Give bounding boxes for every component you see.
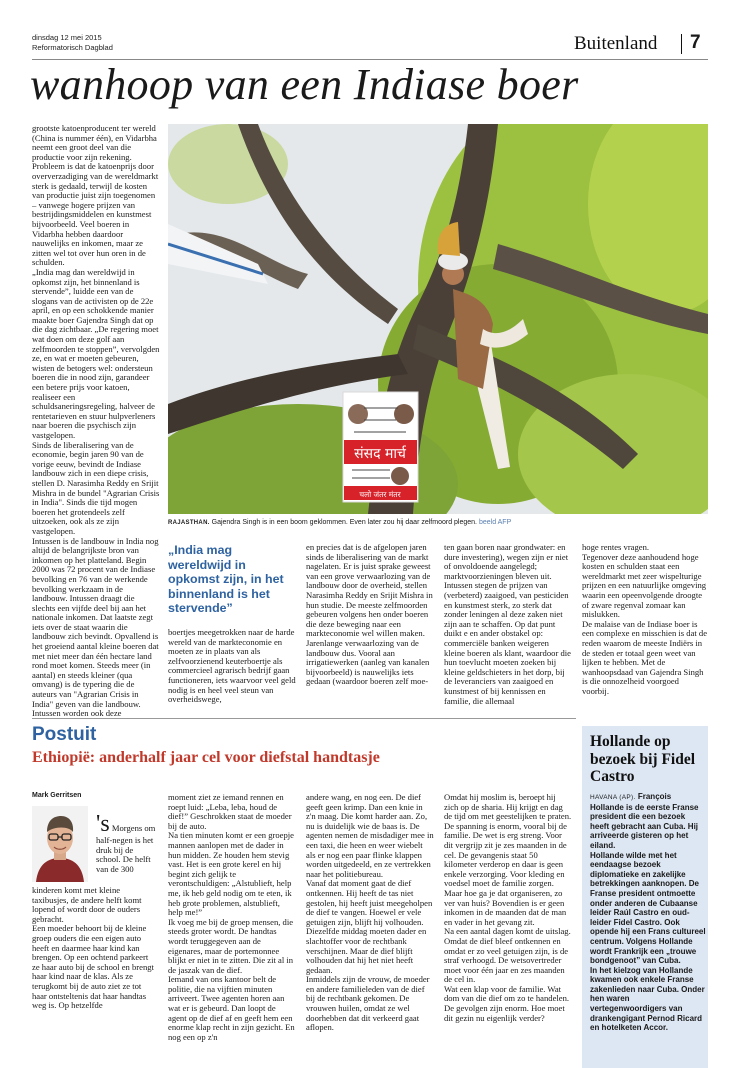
banner-subline: चलो जंतर मंतर	[359, 490, 401, 499]
paragraph: kinderen komt met kleine taxibusjes, de andere helft komt lopend of wordt door de ouders gebracht.	[32, 885, 142, 924]
column-kicker: Postuit	[32, 724, 97, 745]
paragraph: moment ziet ze iemand rennen en roept luid: „Leba, leba, houd de dief!” Geschrokken staat de moeder bij de auto.	[168, 792, 292, 831]
article-column-2	[168, 628, 296, 705]
column-piece-col-4	[444, 793, 572, 1023]
column-piece-col-3	[306, 793, 434, 1033]
header-divider	[681, 34, 682, 54]
column-piece-lead	[96, 812, 156, 874]
article-headline: wanhoop van een Indiase boer	[30, 60, 579, 109]
paragraph: hoge rentes vragen.	[582, 542, 650, 552]
paragraph: In het kielzog van Hollande kwamen ook enkele Franse zakenlieden naar Cuba. Onder hen waren vertegenwoordigers van drankengigant Pernod Ricard en hotelketen Accor.	[590, 965, 705, 1033]
banner-headline: संसद मार्च	[354, 446, 406, 462]
photo-credit: beeld AFP	[478, 519, 512, 526]
paragraph: Sinds de liberalisering van de economie, begin jaren 90 van de vorige eeuw, bevindt de Indiase landbouw zich in een diepe crisis, stellen D. Narasimha Reddy en Srijit Mishra in de bundel "Agrarian Crisis in India". Sinds die tijd mogen boeren het grotendeels zelf uitzoeken, ook als ze zijn vastgelopen.	[32, 439, 160, 536]
dropcap: 's	[96, 811, 110, 837]
paragraph: Inmiddels zijn de vrouw, de moeder en andere familieleden van de dief bij de rechtbank gekomen. De vrouwen huilen, omdat ze wel doorhebben dat dit verkeerd gaat aflopen.	[306, 974, 430, 1033]
column-headline: Ethiopië: anderhalf jaar cel voor diefstal handtasje	[32, 749, 380, 766]
paragraph: Wat een klap voor de familie. Wat dom van die dief om zo te handelen. De gevolgen zijn enorm. Hoe moet dit gezin nu eigenlijk verder?	[444, 983, 570, 1023]
section-rule	[32, 718, 576, 719]
paragraph: Hollande wilde met het eendaagse bezoek diplomatieke en zakelijke betrekkingen aanknopen. De Franse president ontmoette onder anderen de Cubaanse leider Raúl Castro en oud-leider Fidel Castro. Ook opende hij een Frans cultureel centrum. Volgens Hollande wordt Frankrijk een „trouwe bondgenoot” van Cuba.	[590, 850, 706, 966]
news-brief-lead	[590, 792, 706, 851]
issue-date: dinsdag 12 mei 2015	[32, 33, 102, 42]
author-photo	[32, 806, 88, 882]
paragraph: Na een aantal dagen komt de uitslag. Omdat de dief bleef ontkennen en omdat er zo veel getuigen zijn, is de straf verhoogd. De wetsovertreder moet voor één jaar en zes maanden de cel in.	[444, 926, 571, 985]
paragraph: De malaise van de Indiase boer is een complexe en misschien is dat de reden waarom de meeste Indiërs in de steden er totaal geen weet van lijken te hebben. Met de wanhoopsdaad van Gajendra Singh is die onnozelheid voorgoed voorbij.	[582, 618, 708, 696]
paragraph: en precies dat is de afgelopen jaren sinds de liberalisering van de markt nagelaten. Er is juist sprake geweest van een grove verwaarlozing van de landbouw door de overheid, stellen Narasimha Reddy en Srijit Mishra in hun studie. De meeste zelfmoorden gebeuren volgens hen onder boeren die deze beweging naar een markteconomie wel willen maken.	[306, 542, 433, 639]
paragraph: Omdat hij moslim is, beroept hij zich op de sharia. Hij krijgt en dag de tijd om met geestelijken te praten. De spanning is enorm, vooral bij de familie. De wet is erg streng. Voor dit vergrijp zit je zes maanden in de cel. De gevangenis staat 50 kilometer verderop en daar is geen enkele verzorging. Voor kleding en voedsel moet de familie zorgen. Maar hoe ga je dat organiseren, zo ver van huis? Bovendien is er geen inkomen in de maanden dat de man en vader in het gevang zit.	[444, 792, 572, 927]
section-name: Buitenland	[574, 33, 658, 54]
article-column-4	[444, 543, 572, 706]
pull-quote: „India mag wereldwijd in opkomst zijn, in het binnenland is het stervende”	[168, 543, 284, 615]
masthead-date-block	[32, 33, 113, 53]
news-brief-body	[590, 792, 706, 1033]
photo-caption	[168, 518, 708, 528]
brief-lead-text: François Hollande is de eerste Franse president die een bezoek heeft gebracht aan Cuba. Hij arriveerde gisteren op het eiland.	[590, 792, 699, 850]
column-author: Mark Gerritsen	[32, 792, 82, 799]
paragraph: Iemand van ons kantoor belt de politie, die na vijftien minuten arriveert. Twee agenten horen aan wat er is gebeurd. Dan loopt de agent op de dief af en geeft hem een enorme klap recht in zijn gezicht. En nog een op z'n	[168, 974, 295, 1042]
paragraph: ten gaan boren naar grondwater: en dure investering), wegen zijn er niet of onvoldoende aangelegd; marktvoorzieningen bleven uit. Intussen stegen de prijzen van (verbeterd) zaaigoed, van pesticiden en kunstmest sterk, zo sterk dat zonder leningen al deze zaken niet zijn aan te schaffen. Op dat punt duikt e en ander obstakel op: commerciële banken weigeren kleine boeren als klant, waardoor die hun toevlucht moeten zoeken bij kleine geldschieters in het dorp, bij de leveranciers van zaaigoed en kunstmest of bij kennissen en familie, die allemaal	[444, 542, 571, 706]
paragraph: boertjes meegetrokken naar de harde wereld van de markteconomie en moeten ze in plaats van als zelfvoorzienend keuterboertje als commercieel agrarisch bedrijf gaan functioneren, iets waarvoor veel geld nodig is en heel veel steun van overheidswege,	[168, 627, 296, 705]
article-column-3	[306, 543, 434, 687]
newspaper-name: Reformatorisch Dagblad	[32, 43, 113, 52]
paragraph: Een moeder behoort bij de kleine groep ouders die een eigen auto heeft en daarmee haar kind kan brengen. Op een ochtend parkeert ze haar auto bij de school en brengt haar kind naar de klas. Als ze terugkomt bij de auto ziet ze tot haar ontsteltenis dat haar handtas weg is. Op hetzelfde	[32, 923, 154, 1011]
news-brief-title: Hollande op bezoek bij Fidel Castro	[590, 733, 696, 785]
photo-illustration	[168, 124, 708, 514]
page-number: 7	[690, 32, 701, 53]
caption-text: Gajendra Singh is in een boom geklommen. Even later zou hij daar zelfmoord plegen.	[211, 519, 477, 526]
paragraph: andere wang, en nog een. De dief geeft geen krimp. Dan een knie in z'n maag. Die komt harder aan. Zo, nu is duidelijk wie de baas is. De agenten nemen de misdadiger mee in een taxi, die heen en weer wiebelt als er nog een paar flinke klappen worden uitgedeeld, en ze vertrekken naar het politiebureau.	[306, 792, 434, 879]
paragraph: Intussen is de landbouw in India nog altijd de belangrijkste bron van inkomen op het platteland. Begin 2000 was 72 procent van de Indiase bevolking en 76 van de werkende bevolking werkzaam in de landbouw. Intussen draagt die slechts een vijfde deel bij aan het nationale inkomen. Dat laatste zegt iets over de staat waarin die landbouw zich bevindt. Opvallend is het groeiend aantal kleine boeren dat met niet meer dan één hectare land rond moet komen. Steeds meer (in aantal) en steeds kleiner (qua omvang) is de typering die de auteurs van "Agrarian Crisis in India" geven van die landbouw.	[32, 535, 159, 709]
paragraph: Intussen worden ook deze	[32, 708, 122, 718]
article-photo	[168, 124, 708, 514]
paragraph: „India mag dan wereldwijd in opkomst zijn, het binnenland is stervende”, luidde een van de slogans van de activisten op de 22e april, en op een schokkende manier maakte boer Gajendra Singh dat op die dag zichtbaar. „De regering moet wat doen om deze golf aan zelfmoorden te stoppen”, vervolgden ze, en wat er moeten gebeuren, wisten de betogers wel: ondersteun boeren die in nood zijn, garandeer een betere prijs voor katoen, realiseer een schuldsaneringsregeling, halveer de rentetarieven en stuur hulpverleners naar boeren die psychisch zijn vastgelopen.	[32, 266, 160, 440]
author-portrait	[32, 806, 88, 882]
paragraph: Tegenover deze aanhoudend hoge kosten en schulden staat een wereldmarkt met zeer wispelturige prijzen en een natuurlijke omgeving waarin een opeenvolgende droogte of zware regenval zomaar kan mislukken.	[582, 551, 707, 620]
column-piece-col-2	[168, 793, 296, 1042]
paragraph: Jarenlange verwaarlozing van de landbouw dus. Vooral aan irrigatiewerken (aanleg van kanalen bijvoorbeeld) is nauwelijks iets gedaan (waardoor boeren zelf moe-	[306, 637, 430, 687]
caption-place: RAJASTHAN.	[168, 520, 210, 526]
paragraph: Vanaf dat moment gaat de dief ontkennen. Hij heeft de tas niet gestolen, hij heeft juist meegeholpen de dief te vangen. Hoewel er vele getuigen zijn, blijft hij volhouden. Diezelfde middag moeten dader en slachtoffer voor de rechtbank verschijnen. Maar de dief blijft volhouden dat hij het niet heeft gedaan.	[306, 878, 433, 975]
article-column-5	[582, 543, 708, 697]
paragraph: Ik voeg me bij de groep mensen, die steeds groter wordt. De handtas wordt teruggegeven aan de eigenares, maar de portemonnee blijkt er niet in te zitten. Die zit al in de jaszak van de dief.	[168, 916, 294, 975]
column-piece-col-1	[32, 886, 156, 1011]
paragraph: grootste katoenproducent ter wereld (China is nummer één), en Vidarbha neemt een groot deel van die productie voor zijn rekening. Probleem is dat de katoenprijs door oververzadiging van de wereldmarkt sterk is gedaald, terwijl de kosten van productie juist zijn toegenomen – vanwege hogere prijzen van bestrijdingsmiddelen en kunstmest bijvoorbeeld. Veel boeren in Vidarbha hebben daardoor nauwelijks en inkomen, maar ze zitten wel tot over hun oren in de schulden.	[32, 124, 159, 268]
article-column-1	[32, 124, 160, 718]
lead-text: Morgens om half-negen is het druk bij de school. De helft van de 300	[96, 823, 156, 874]
dateline: HAVANA (AP).	[590, 794, 636, 801]
paragraph: Na tien minuten komt er een groepje mannen aanlopen met de dader in hun midden. Ze houden hem stevig vast. Het is een grote kerel en hij begint zich gelijk te verontschuldigen: „Alstublieft, help me, ik heb geld nodig om te eten, ik heb grote problemen, alstublieft, help me!”	[168, 830, 294, 918]
